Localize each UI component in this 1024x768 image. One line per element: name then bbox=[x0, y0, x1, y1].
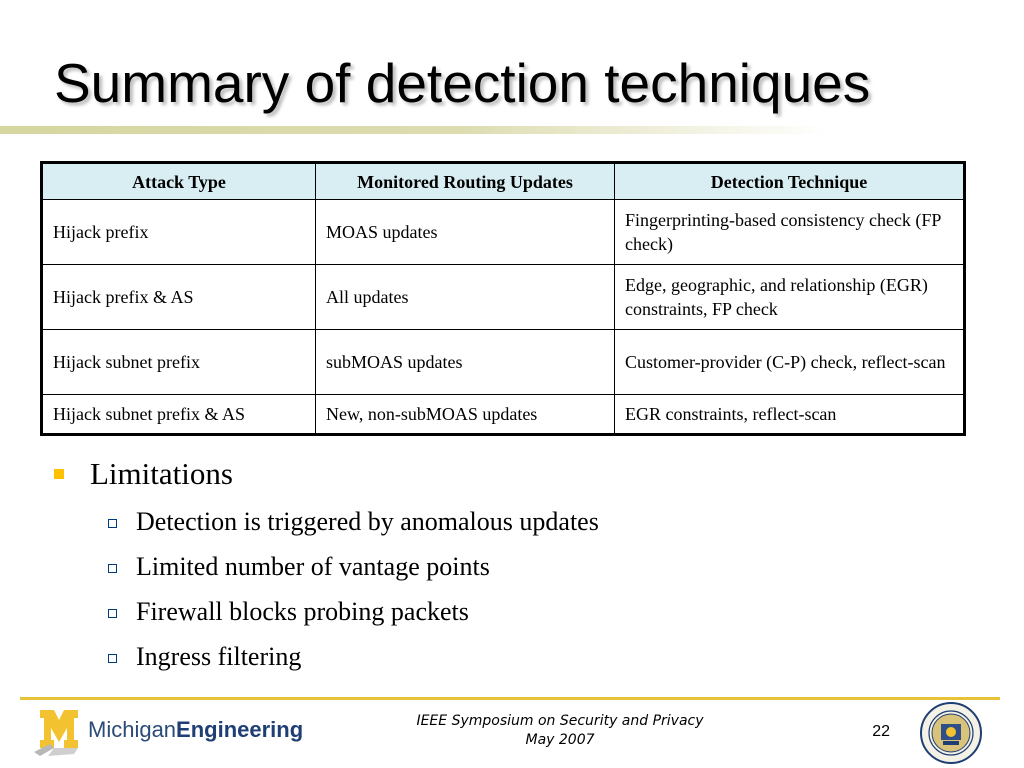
logo-michigan-text: Michigan bbox=[88, 717, 177, 742]
block-m-logo-icon bbox=[34, 706, 84, 756]
monitored-updates-cell: All updates bbox=[316, 265, 615, 330]
hollow-square-bullet-icon bbox=[108, 654, 117, 663]
footer-divider bbox=[20, 697, 1000, 700]
list-item-label: Ingress filtering bbox=[136, 641, 302, 671]
list-item-label: Detection is triggered by anomalous updates bbox=[136, 506, 599, 536]
detection-technique-cell: Fingerprinting-based consistency check (FP check) bbox=[615, 200, 965, 265]
list-item-label: Limited number of vantage points bbox=[136, 551, 490, 581]
header-monitored-updates: Monitored Routing Updates bbox=[316, 163, 615, 200]
table-row bbox=[42, 200, 965, 265]
limitations-sublist bbox=[52, 499, 599, 679]
bullet-main-label: Limitations bbox=[90, 456, 233, 491]
logo-engineering-text: Engineering bbox=[176, 717, 304, 742]
page-number: 22 bbox=[872, 723, 890, 740]
header-detection-technique: Detection Technique bbox=[615, 163, 965, 200]
list-item bbox=[108, 589, 599, 634]
footer-conference bbox=[380, 712, 740, 750]
hollow-square-bullet-icon bbox=[108, 564, 117, 573]
monitored-updates-cell: MOAS updates bbox=[316, 200, 615, 265]
detection-technique-cell: Customer-provider (C-P) check, reflect-scan bbox=[615, 330, 965, 395]
list-item bbox=[108, 544, 599, 589]
conference-date: May 2007 bbox=[525, 732, 595, 748]
hollow-square-bullet-icon bbox=[108, 609, 117, 618]
header-attack-type: Attack Type bbox=[42, 163, 316, 200]
attack-type-cell: Hijack prefix bbox=[42, 200, 316, 265]
monitored-updates-cell: New, non-subMOAS updates bbox=[316, 395, 615, 435]
detection-technique-cell: EGR constraints, reflect-scan bbox=[615, 395, 965, 435]
table-row bbox=[42, 265, 965, 330]
michigan-engineering-logo bbox=[34, 706, 334, 756]
list-item bbox=[108, 634, 599, 679]
detection-technique-cell: Edge, geographic, and relationship (EGR) constraints, FP check bbox=[615, 265, 965, 330]
table-header-row bbox=[42, 163, 965, 200]
detection-techniques-table bbox=[40, 161, 966, 436]
hollow-square-bullet-icon bbox=[108, 519, 117, 528]
slide-title: Summary of detection techniques bbox=[54, 52, 871, 114]
limitations-list bbox=[52, 454, 599, 679]
bullet-main bbox=[52, 454, 599, 494]
title-underline bbox=[0, 126, 830, 134]
attack-type-cell: Hijack prefix & AS bbox=[42, 265, 316, 330]
attack-type-cell: Hijack subnet prefix & AS bbox=[42, 395, 316, 435]
university-seal-icon bbox=[920, 702, 982, 764]
table-row bbox=[42, 395, 965, 435]
list-item bbox=[108, 499, 599, 544]
square-bullet-icon bbox=[54, 469, 64, 479]
table-row bbox=[42, 330, 965, 395]
attack-type-cell: Hijack subnet prefix bbox=[42, 330, 316, 395]
monitored-updates-cell: subMOAS updates bbox=[316, 330, 615, 395]
conference-name: IEEE Symposium on Security and Privacy bbox=[416, 713, 704, 729]
list-item-label: Firewall blocks probing packets bbox=[136, 596, 469, 626]
